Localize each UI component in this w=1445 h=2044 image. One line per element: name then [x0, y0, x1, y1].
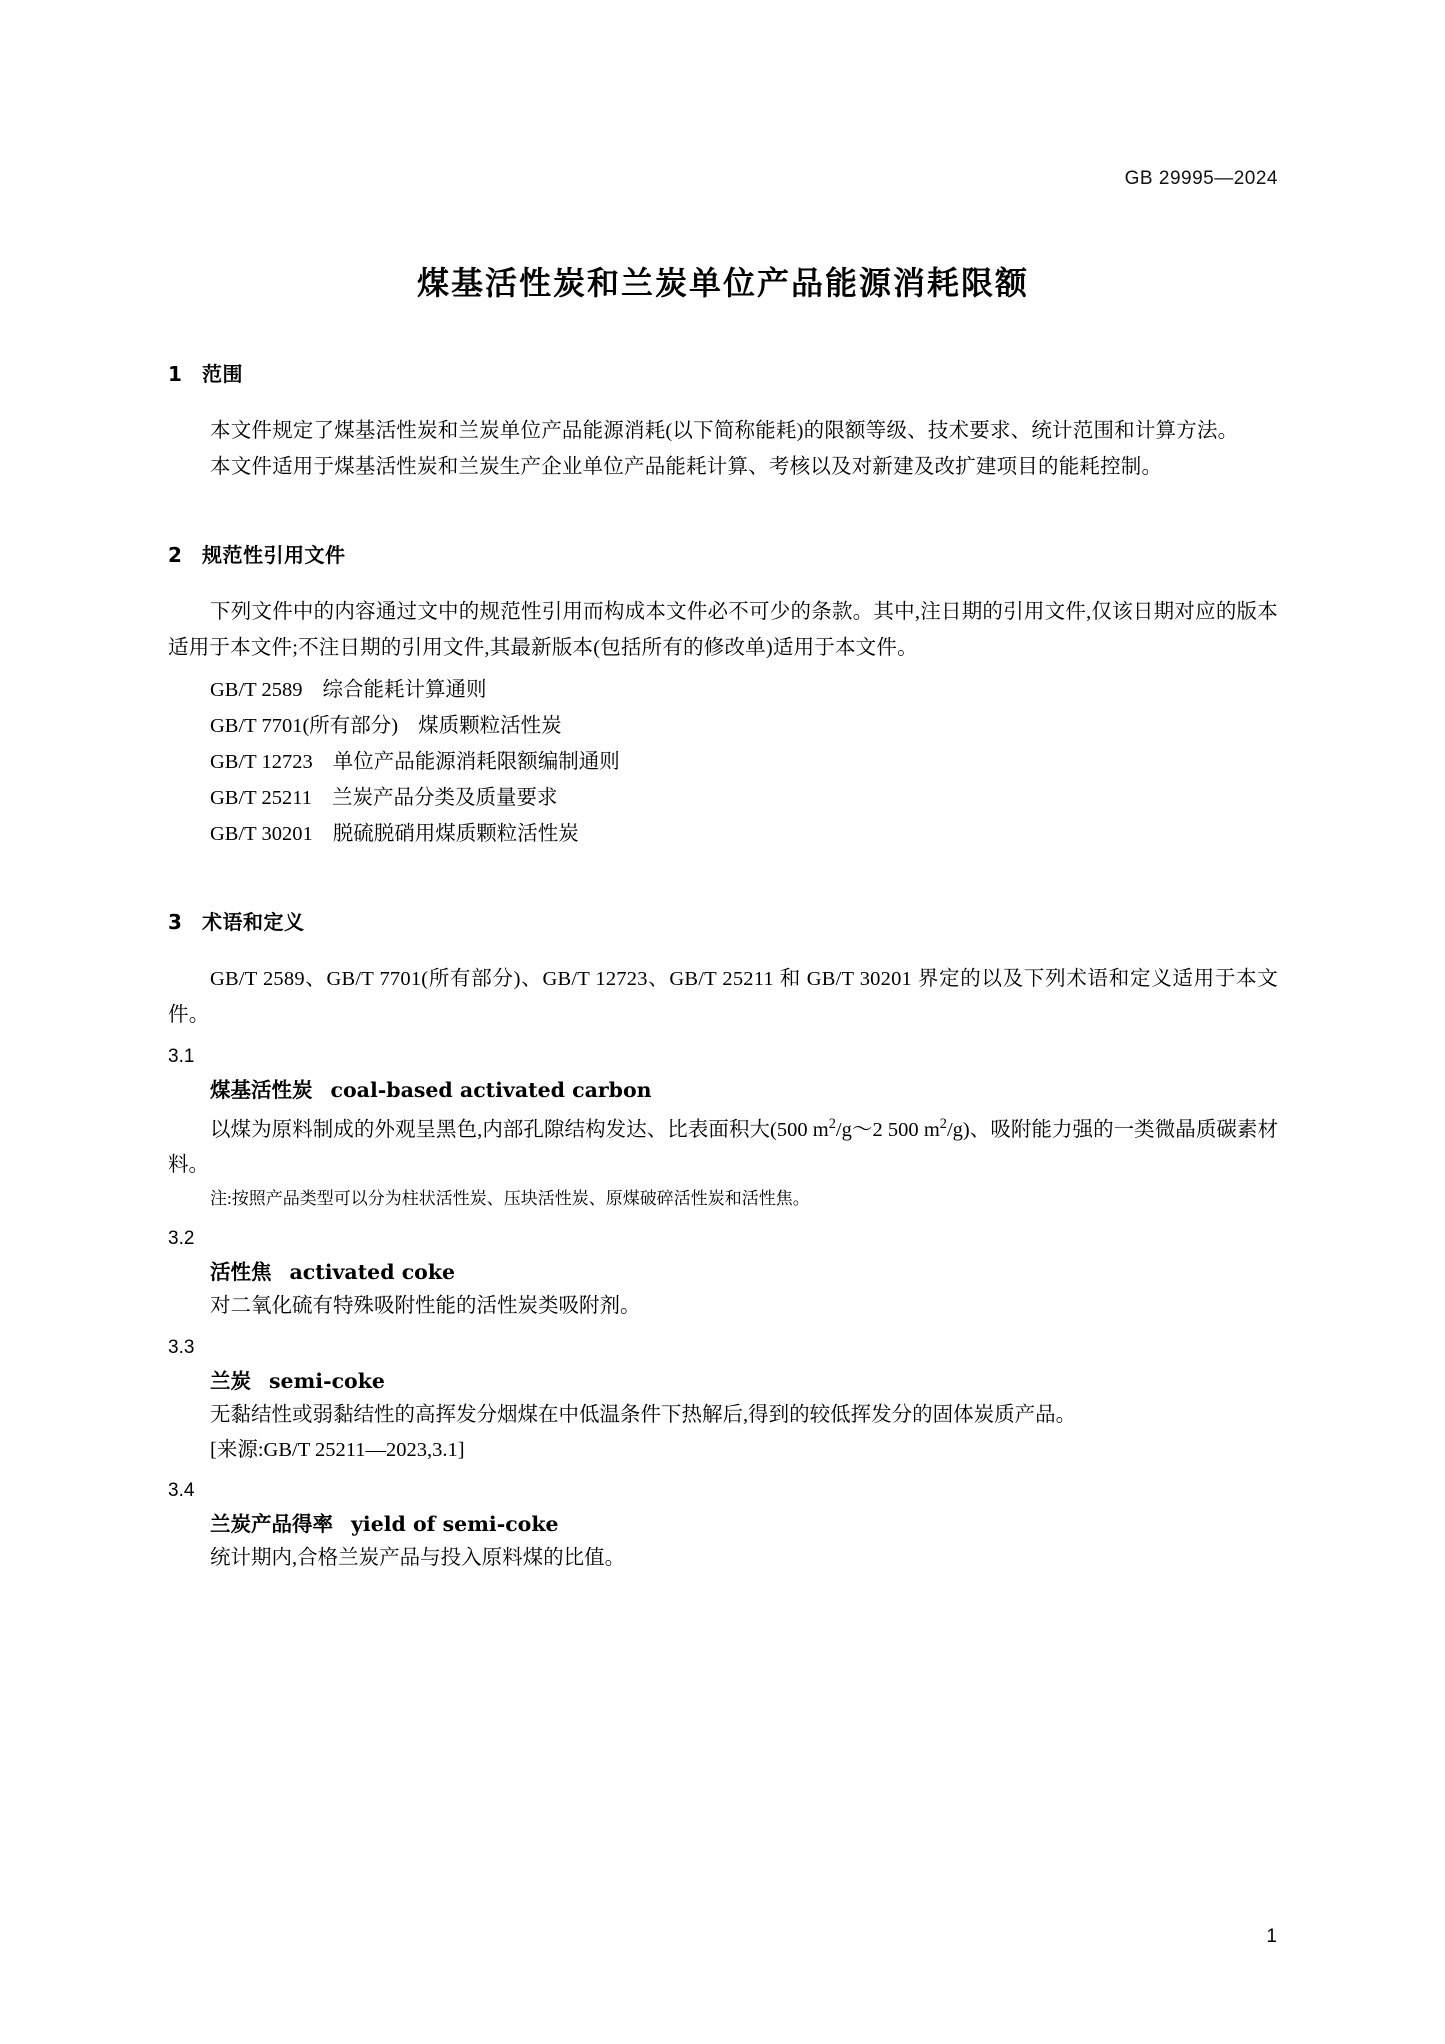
- section-number-2: 2: [168, 543, 183, 567]
- term-definition-3-2: 对二氧化硫有特殊吸附性能的活性炭类吸附剂。: [210, 1294, 641, 1317]
- term-note-3-1: 注:按照产品类型可以分为柱状活性炭、压块活性炭、原煤破碎活性炭和活性焦。: [210, 1188, 810, 1208]
- term-definition-3-3: 无黏结性或弱黏结性的高挥发分烟煤在中低温条件下热解后,得到的较低挥发分的固体炭质产品。: [210, 1403, 1077, 1426]
- reference-code: GB/T 25211: [210, 787, 312, 809]
- section-heading-1: [168, 358, 1278, 387]
- reference-code: GB/T 30201: [210, 823, 313, 845]
- reference-title: 脱硫脱硝用煤质颗粒活性炭: [332, 823, 579, 845]
- term-name-3-2: [168, 1255, 1278, 1289]
- section-title-3: 术语和定义: [202, 910, 305, 934]
- section-1-paragraph-2: 本文件适用于煤基活性炭和兰炭生产企业单位产品能耗计算、考核以及对新建及改扩建项目的能耗控制。: [210, 456, 1163, 478]
- term-definition-part-3: /g)、吸附能力强的一类微晶质碳素材料。: [168, 1118, 1278, 1176]
- reference-title: 煤质颗粒活性炭: [418, 715, 562, 737]
- term-number-3-2: 3.2: [168, 1227, 195, 1249]
- term-name-cn: 兰炭产品得率: [210, 1511, 333, 1536]
- term-definition-part-2: /g～2 500 m: [835, 1118, 940, 1141]
- reference-item: [168, 780, 1278, 816]
- section-title-2: 规范性引用文件: [202, 543, 346, 567]
- unit-exponent: 2: [828, 1116, 836, 1132]
- reference-item: [168, 816, 1278, 852]
- term-name-3-1: [168, 1073, 1278, 1107]
- term-name-3-4: [168, 1507, 1278, 1541]
- term-number-3-3: 3.3: [168, 1336, 195, 1358]
- page-content: [168, 0, 1278, 1576]
- document-title: 煤基活性炭和兰炭单位产品能源消耗限额: [416, 264, 1029, 302]
- term-source-3-3: [来源:GB/T 25211—2023,3.1]: [210, 1438, 465, 1461]
- term-name-cn: 活性焦: [210, 1259, 272, 1284]
- reference-item: [168, 744, 1278, 780]
- term-name-en: activated coke: [289, 1259, 456, 1284]
- term-number-3-1: 3.1: [168, 1046, 195, 1067]
- term-name-en: semi-coke: [269, 1368, 385, 1393]
- section-number-1: 1: [168, 362, 183, 386]
- section-1-paragraph-1: 本文件规定了煤基活性炭和兰炭单位产品能源消耗(以下简称能耗)的限额等级、技术要求、统计范围和计算方法。: [210, 420, 1239, 442]
- term-name-cn: 煤基活性炭: [210, 1078, 313, 1102]
- reference-code: GB/T 7701(所有部分): [210, 715, 399, 737]
- reference-title: 单位产品能源消耗限额编制通则: [332, 751, 620, 773]
- reference-item: [168, 672, 1278, 708]
- section-3-paragraph-1: GB/T 2589、GB/T 7701(所有部分)、GB/T 12723、GB/T 25211 和 GB/T 30201 界定的以及下列术语和定义适用于本文件。: [168, 968, 1278, 1026]
- reference-title: 兰炭产品分类及质量要求: [331, 787, 558, 809]
- term-number-3-4: 3.4: [168, 1479, 195, 1501]
- standard-number: GB 29995—2024: [1124, 168, 1278, 189]
- section-heading-2: [168, 539, 1278, 568]
- section-title-1: 范围: [202, 362, 243, 386]
- term-definition-3-1: [168, 1107, 1278, 1183]
- term-name-en: yield of semi-coke: [351, 1511, 559, 1536]
- term-definition-3-4: 统计期内,合格兰炭产品与投入原料煤的比值。: [210, 1546, 626, 1569]
- reference-title: 综合能耗计算通则: [322, 679, 487, 701]
- page-number: 1: [1266, 1926, 1277, 1947]
- reference-item: [168, 708, 1278, 744]
- term-name-en: coal-based activated carbon: [330, 1078, 652, 1102]
- reference-code: GB/T 2589: [210, 679, 303, 701]
- term-name-3-3: [168, 1364, 1278, 1398]
- section-heading-3: [168, 906, 1278, 935]
- section-number-3: 3: [168, 910, 183, 934]
- unit-exponent: 2: [939, 1116, 947, 1132]
- reference-code: GB/T 12723: [210, 751, 313, 773]
- section-2-paragraph-1: 下列文件中的内容通过文中的规范性引用而构成本文件必不可少的条款。其中,注日期的引用文件,仅该日期对应的版本适用于本文件;不注日期的引用文件,其最新版本(包括所有的修改单)适用于本文件。: [168, 601, 1278, 659]
- term-definition-part-1: 以煤为原料制成的外观呈黑色,内部孔隙结构发达、比表面积大(500 m: [210, 1118, 829, 1141]
- normative-reference-list: [168, 672, 1278, 852]
- term-name-cn: 兰炭: [210, 1368, 251, 1393]
